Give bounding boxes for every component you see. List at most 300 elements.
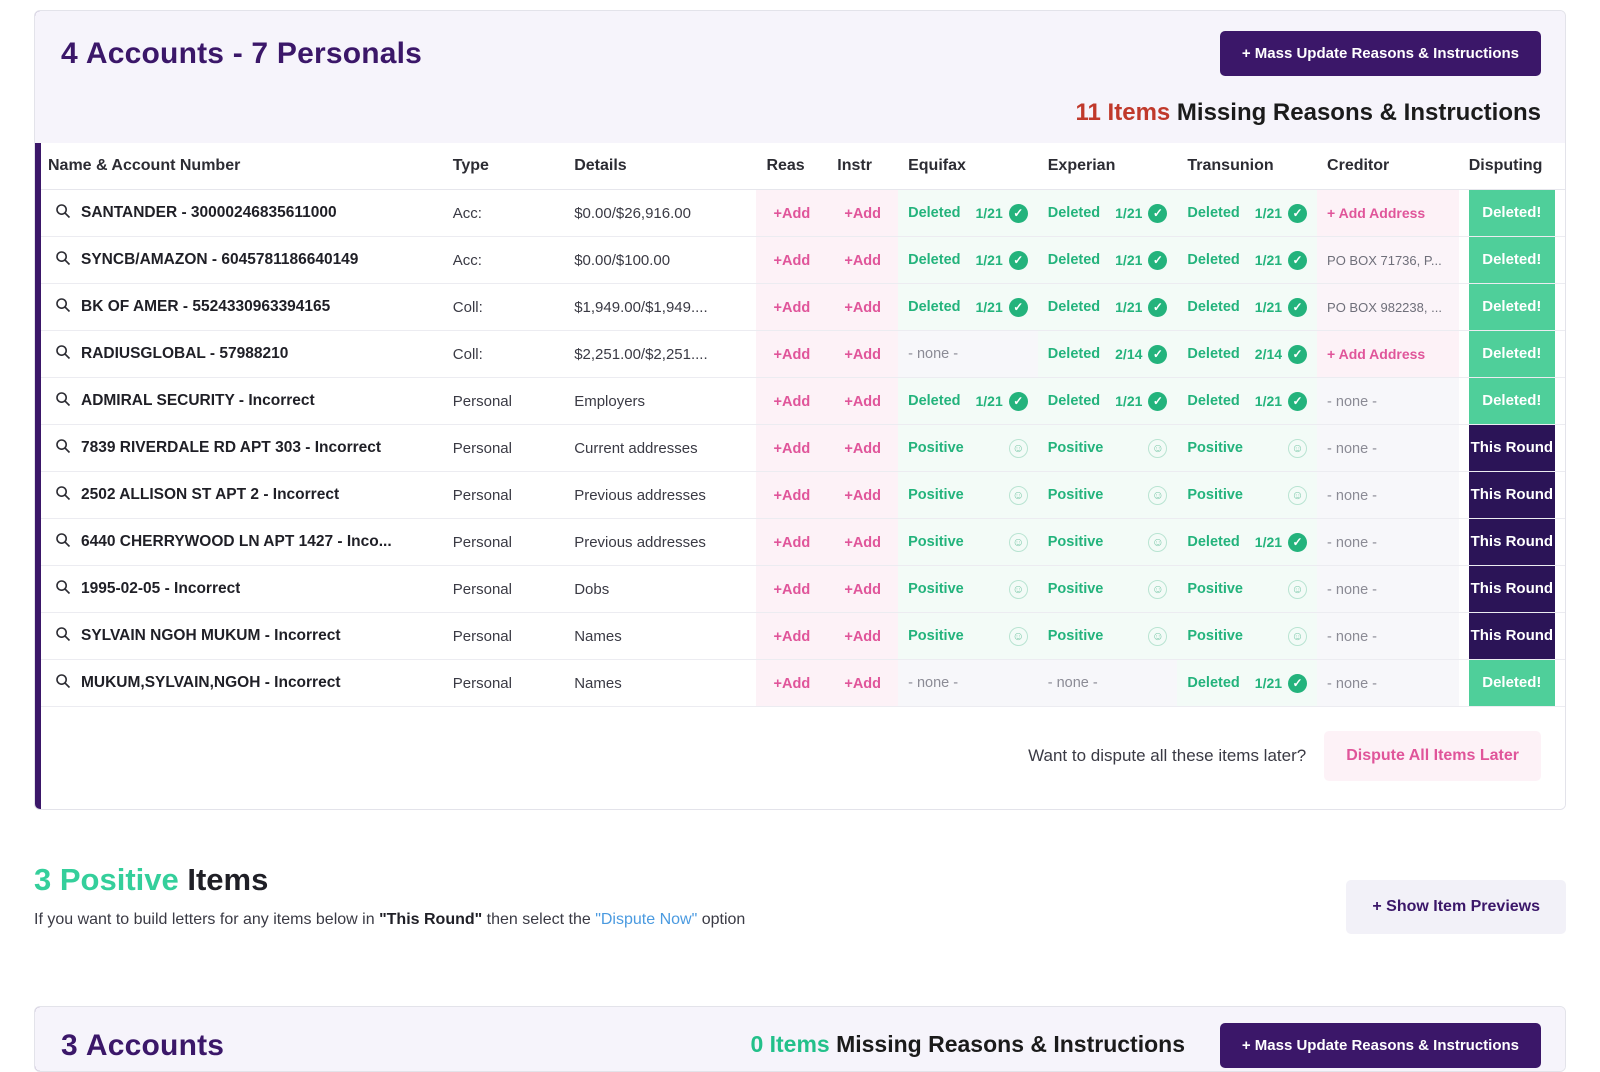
transunion-cell[interactable] <box>1177 472 1317 519</box>
add-instruction-cell[interactable] <box>827 284 898 331</box>
equifax-status: Positive <box>908 487 964 503</box>
experian-date: 2/14 <box>1115 346 1143 362</box>
disputing-cell[interactable] <box>1459 331 1565 378</box>
experian-date: 1/21 <box>1115 393 1143 409</box>
item-name-cell[interactable] <box>38 378 443 425</box>
col-header-instr: Instr <box>827 143 898 190</box>
table-header-row <box>38 143 1565 190</box>
item-type-cell <box>443 425 564 472</box>
positive-items-count: 3 Positive <box>34 862 179 897</box>
add-instruction-cell[interactable] <box>827 331 898 378</box>
item-type: Acc: <box>452 251 482 269</box>
add-reason-link[interactable]: +Add <box>773 393 811 410</box>
item-details-cell <box>564 566 756 613</box>
transunion-cell[interactable] <box>1177 331 1317 378</box>
add-instruction-cell[interactable] <box>827 660 898 707</box>
experian-cell[interactable] <box>1038 378 1178 425</box>
item-name: ADMIRAL SECURITY - Incorrect <box>81 392 315 409</box>
add-instruction-link[interactable]: +Add <box>844 252 882 269</box>
creditor-none-label: - none - <box>1327 440 1378 457</box>
positive-items-section <box>34 862 1566 972</box>
item-details-cell <box>564 425 756 472</box>
item-details-cell <box>564 284 756 331</box>
transunion-date: 1/21 <box>1254 299 1283 315</box>
creditor-cell[interactable] <box>1317 378 1459 425</box>
add-reason-cell[interactable] <box>756 331 827 378</box>
item-name: 6440 CHERRYWOOD LN APT 1427 - Inco... <box>81 533 392 550</box>
status-badge[interactable]: This Round <box>1469 519 1555 565</box>
table-row[interactable] <box>38 613 1565 660</box>
transunion-date: 1/21 <box>1254 393 1283 409</box>
table-row[interactable] <box>38 237 1565 284</box>
table-row[interactable] <box>38 566 1565 613</box>
col-header-transunion: Transunion <box>1177 143 1317 190</box>
equifax-cell[interactable] <box>898 566 1038 613</box>
col-header-experian: Experian <box>1038 143 1178 190</box>
item-details: Names <box>574 627 622 645</box>
transunion-cell[interactable] <box>1177 237 1317 284</box>
desc-part-2: then select the <box>482 911 596 928</box>
add-reason-link[interactable]: +Add <box>773 252 811 269</box>
item-name: SANTANDER - 30000246835611000 <box>81 204 337 221</box>
disputing-cell[interactable] <box>1459 190 1565 237</box>
smiley-icon: ☺ <box>1288 439 1307 458</box>
equifax-date: 1/21 <box>975 299 1003 315</box>
equifax-cell[interactable] <box>898 190 1038 237</box>
check-icon: ✓ <box>1009 392 1028 411</box>
transunion-cell[interactable] <box>1177 284 1317 331</box>
add-reason-cell[interactable] <box>756 660 827 707</box>
experian-cell[interactable] <box>1038 660 1178 707</box>
transunion-status: Deleted <box>1187 675 1240 691</box>
equifax-status: Deleted <box>908 299 961 315</box>
experian-date: 1/21 <box>1115 252 1143 268</box>
transunion-status: Deleted <box>1187 299 1240 315</box>
creditor-cell[interactable] <box>1317 190 1459 237</box>
add-instruction-link[interactable]: +Add <box>844 440 882 457</box>
smiley-icon: ☺ <box>1288 580 1307 599</box>
mass-update-reasons-button[interactable]: + Mass Update Reasons & Instructions <box>1220 31 1541 76</box>
transunion-status: Deleted <box>1187 346 1240 362</box>
item-type-cell <box>443 284 564 331</box>
item-type: Personal <box>452 674 512 692</box>
transunion-cell[interactable] <box>1177 660 1317 707</box>
equifax-cell[interactable] <box>898 237 1038 284</box>
item-details-cell <box>564 190 756 237</box>
experian-cell[interactable] <box>1038 519 1178 566</box>
add-instruction-cell[interactable] <box>827 190 898 237</box>
col-header-reas: Reas <box>756 143 827 190</box>
add-reason-cell[interactable] <box>756 425 827 472</box>
creditor-cell[interactable] <box>1317 425 1459 472</box>
transunion-status: Positive <box>1187 487 1243 503</box>
experian-date: 1/21 <box>1115 205 1143 221</box>
equifax-status: - none - <box>908 346 959 362</box>
smiley-icon: ☺ <box>1009 533 1028 552</box>
transunion-status: Positive <box>1187 581 1243 597</box>
col-header-details: Details <box>564 143 756 190</box>
check-icon: ✓ <box>1148 345 1167 364</box>
equifax-cell[interactable] <box>898 378 1038 425</box>
creditor-cell[interactable] <box>1317 566 1459 613</box>
creditor-cell[interactable] <box>1317 331 1459 378</box>
check-icon: ✓ <box>1288 298 1307 317</box>
search-icon <box>55 391 71 411</box>
col-header-equifax: Equifax <box>898 143 1038 190</box>
experian-status: Deleted <box>1047 299 1101 315</box>
item-type-cell <box>443 613 564 660</box>
experian-status: Positive <box>1047 628 1104 644</box>
item-name: MUKUM,SYLVAIN,NGOH - Incorrect <box>81 674 341 691</box>
item-details-cell <box>564 237 756 284</box>
check-icon: ✓ <box>1288 674 1307 693</box>
creditor-none-label: - none - <box>1327 393 1378 410</box>
item-name-cell[interactable] <box>38 660 443 707</box>
equifax-date: 1/21 <box>975 205 1003 221</box>
creditor-cell[interactable] <box>1317 237 1459 284</box>
col-header-disputing: Disputing <box>1459 143 1565 190</box>
item-name-cell[interactable] <box>38 472 443 519</box>
transunion-cell[interactable] <box>1177 425 1317 472</box>
accounts-personals-card <box>34 10 1566 810</box>
creditor-address: PO BOX 982238, ... <box>1327 299 1442 315</box>
item-name: 7839 RIVERDALE RD APT 303 - Incorrect <box>81 439 382 456</box>
equifax-cell[interactable] <box>898 660 1038 707</box>
card2-title-text: Accounts <box>85 1029 225 1062</box>
item-type: Personal <box>452 486 512 504</box>
disputing-cell[interactable] <box>1459 613 1565 660</box>
dispute-all-items-later-button[interactable]: Dispute All Items Later <box>1324 731 1541 781</box>
desc-this-round: "This Round" <box>379 911 483 928</box>
add-reason-cell[interactable] <box>756 519 827 566</box>
transunion-date: 1/21 <box>1254 534 1283 550</box>
equifax-status: - none - <box>908 675 959 691</box>
card2-missing-label: Missing Reasons & Instructions <box>836 1031 1185 1057</box>
disputing-cell[interactable] <box>1459 660 1565 707</box>
disputing-cell[interactable] <box>1459 566 1565 613</box>
item-details: $0.00/$100.00 <box>574 251 671 269</box>
experian-cell[interactable] <box>1038 190 1178 237</box>
equifax-cell[interactable] <box>898 331 1038 378</box>
disputing-cell[interactable] <box>1459 378 1565 425</box>
check-icon: ✓ <box>1288 204 1307 223</box>
add-reason-link[interactable]: +Add <box>773 346 811 363</box>
card2-mass-update-button[interactable]: + Mass Update Reasons & Instructions <box>1220 1023 1541 1068</box>
item-type-cell <box>443 237 564 284</box>
item-type: Personal <box>452 392 512 410</box>
transunion-cell[interactable] <box>1177 190 1317 237</box>
add-reason-cell[interactable] <box>756 378 827 425</box>
experian-status: - none - <box>1047 675 1098 691</box>
add-instruction-link[interactable]: +Add <box>844 534 882 551</box>
add-reason-link[interactable]: +Add <box>773 487 811 504</box>
item-details-cell <box>564 613 756 660</box>
check-icon: ✓ <box>1009 204 1028 223</box>
equifax-status: Positive <box>908 440 964 456</box>
item-details: $1,949.00/$1,949.... <box>574 298 708 316</box>
item-name-cell[interactable] <box>38 566 443 613</box>
missing-items-label: Missing Reasons & Instructions <box>1176 99 1541 126</box>
item-details: Previous addresses <box>574 533 706 551</box>
table-row[interactable] <box>38 425 1565 472</box>
search-icon <box>55 297 71 317</box>
check-icon: ✓ <box>1288 392 1307 411</box>
add-address-link[interactable]: + Add Address <box>1327 345 1426 362</box>
creditor-cell[interactable] <box>1317 284 1459 331</box>
experian-status: Positive <box>1047 581 1104 597</box>
table-row[interactable] <box>38 519 1565 566</box>
missing-reasons-summary <box>1076 99 1541 127</box>
item-details: Previous addresses <box>574 486 706 504</box>
creditor-address: PO BOX 71736, P... <box>1327 252 1442 268</box>
smiley-icon: ☺ <box>1288 486 1307 505</box>
add-reason-link[interactable]: +Add <box>773 440 811 457</box>
col-header-name: Name & Account Number <box>38 143 443 190</box>
search-icon <box>55 532 71 552</box>
add-reason-cell[interactable] <box>756 237 827 284</box>
table-row[interactable] <box>38 190 1565 237</box>
smiley-icon: ☺ <box>1148 486 1167 505</box>
table-row[interactable] <box>38 660 1565 707</box>
disputing-cell[interactable] <box>1459 472 1565 519</box>
search-icon <box>55 673 71 693</box>
disputing-cell[interactable] <box>1459 519 1565 566</box>
search-icon <box>55 626 71 646</box>
add-reason-cell[interactable] <box>756 284 827 331</box>
item-details-cell <box>564 378 756 425</box>
add-instruction-link[interactable]: +Add <box>844 487 882 504</box>
experian-cell[interactable] <box>1038 472 1178 519</box>
item-details-cell <box>564 472 756 519</box>
experian-status: Positive <box>1047 534 1104 550</box>
smiley-icon: ☺ <box>1009 486 1028 505</box>
experian-status: Deleted <box>1047 393 1101 409</box>
experian-status: Positive <box>1047 440 1104 456</box>
item-type-cell <box>443 660 564 707</box>
smiley-icon: ☺ <box>1009 627 1028 646</box>
experian-status: Deleted <box>1047 252 1101 268</box>
experian-cell[interactable] <box>1038 331 1178 378</box>
item-type: Personal <box>452 439 512 457</box>
positive-items-description <box>34 908 934 932</box>
status-badge[interactable]: Deleted! <box>1469 378 1555 424</box>
smiley-icon: ☺ <box>1288 627 1307 646</box>
add-reason-link[interactable]: +Add <box>773 534 811 551</box>
transunion-date: 1/21 <box>1254 205 1283 221</box>
search-icon <box>55 250 71 270</box>
desc-part-1: If you want to build letters for any items below in <box>34 911 380 928</box>
item-name-cell[interactable] <box>38 237 443 284</box>
equifax-cell[interactable] <box>898 284 1038 331</box>
transunion-status: Deleted <box>1187 393 1240 409</box>
item-details: $0.00/$26,916.00 <box>574 204 691 222</box>
add-instruction-link[interactable]: +Add <box>844 581 882 598</box>
status-badge[interactable]: Deleted! <box>1469 660 1555 706</box>
add-reason-cell[interactable] <box>756 190 827 237</box>
experian-cell[interactable] <box>1038 284 1178 331</box>
item-name-cell[interactable] <box>38 425 443 472</box>
item-details: $2,251.00/$2,251.... <box>574 345 708 363</box>
add-address-link[interactable]: + Add Address <box>1327 204 1426 221</box>
experian-cell[interactable] <box>1038 425 1178 472</box>
equifax-cell[interactable] <box>898 425 1038 472</box>
equifax-status: Deleted <box>908 205 961 221</box>
creditor-cell[interactable] <box>1317 519 1459 566</box>
card-footer <box>35 707 1565 809</box>
transunion-date: 1/21 <box>1254 252 1283 268</box>
col-header-type: Type <box>443 143 564 190</box>
add-instruction-link[interactable]: +Add <box>844 675 882 692</box>
item-name-cell[interactable] <box>38 613 443 660</box>
add-instruction-link[interactable]: +Add <box>844 299 882 316</box>
experian-date: 1/21 <box>1115 299 1143 315</box>
check-icon: ✓ <box>1148 392 1167 411</box>
status-badge[interactable]: Deleted! <box>1469 331 1555 377</box>
disputing-cell[interactable] <box>1459 237 1565 284</box>
status-badge[interactable]: Deleted! <box>1469 190 1555 236</box>
dispute-later-question: Want to dispute all these items later? <box>1028 746 1307 765</box>
add-instruction-link[interactable]: +Add <box>844 205 882 222</box>
card2-accounts-count: 3 <box>61 1029 78 1062</box>
smiley-icon: ☺ <box>1148 439 1167 458</box>
add-instruction-cell[interactable] <box>827 519 898 566</box>
items-table <box>35 143 1565 707</box>
add-instruction-cell[interactable] <box>827 237 898 284</box>
missing-items-count: 11 Items <box>1075 99 1171 126</box>
table-row[interactable] <box>38 331 1565 378</box>
add-instruction-cell[interactable] <box>827 378 898 425</box>
item-details-cell <box>564 519 756 566</box>
item-name: RADIUSGLOBAL - 57988210 <box>81 345 289 362</box>
experian-cell[interactable] <box>1038 566 1178 613</box>
status-badge[interactable]: Deleted! <box>1469 237 1555 283</box>
add-instruction-cell[interactable] <box>827 566 898 613</box>
status-badge[interactable]: This Round <box>1469 472 1555 518</box>
item-type: Personal <box>452 580 512 598</box>
transunion-status: Positive <box>1187 628 1243 644</box>
item-name-cell[interactable] <box>38 190 443 237</box>
creditor-none-label: - none - <box>1327 487 1378 504</box>
add-reason-link[interactable]: +Add <box>773 299 811 316</box>
add-reason-cell[interactable] <box>756 472 827 519</box>
add-reason-link[interactable]: +Add <box>773 205 811 222</box>
smiley-icon: ☺ <box>1009 439 1028 458</box>
table-row[interactable] <box>38 284 1565 331</box>
status-badge[interactable]: This Round <box>1469 566 1555 612</box>
experian-cell[interactable] <box>1038 613 1178 660</box>
equifax-cell[interactable] <box>898 519 1038 566</box>
search-icon <box>55 203 71 223</box>
add-instruction-link[interactable]: +Add <box>844 393 882 410</box>
item-type: Acc: <box>452 204 482 222</box>
item-name: BK OF AMER - 5524330963394165 <box>81 298 331 315</box>
add-instruction-link[interactable]: +Add <box>844 346 882 363</box>
transunion-date: 1/21 <box>1254 675 1283 691</box>
smiley-icon: ☺ <box>1148 533 1167 552</box>
transunion-cell[interactable] <box>1177 378 1317 425</box>
item-name-cell[interactable] <box>38 519 443 566</box>
smiley-icon: ☺ <box>1009 580 1028 599</box>
experian-status: Deleted <box>1047 205 1101 221</box>
transunion-status: Positive <box>1187 440 1243 456</box>
item-name-cell[interactable] <box>38 331 443 378</box>
experian-cell[interactable] <box>1038 237 1178 284</box>
table-row[interactable] <box>38 378 1565 425</box>
transunion-status: Deleted <box>1187 252 1240 268</box>
card-header <box>35 11 1565 143</box>
item-type-cell <box>443 566 564 613</box>
creditor-none-label: - none - <box>1327 534 1378 551</box>
item-type-cell <box>443 519 564 566</box>
experian-status: Positive <box>1047 487 1104 503</box>
creditor-none-label: - none - <box>1327 675 1378 692</box>
equifax-cell[interactable] <box>898 613 1038 660</box>
transunion-cell[interactable] <box>1177 566 1317 613</box>
add-instruction-cell[interactable] <box>827 613 898 660</box>
add-instruction-link[interactable]: +Add <box>844 628 882 645</box>
item-type: Coll: <box>452 298 483 316</box>
show-item-previews-button[interactable]: + Show Item Previews <box>1346 880 1566 934</box>
search-icon <box>55 579 71 599</box>
creditor-cell[interactable] <box>1317 472 1459 519</box>
add-instruction-cell[interactable] <box>827 472 898 519</box>
check-icon: ✓ <box>1288 251 1307 270</box>
check-icon: ✓ <box>1009 298 1028 317</box>
check-icon: ✓ <box>1288 533 1307 552</box>
item-name-cell[interactable] <box>38 284 443 331</box>
item-name: 1995-02-05 - Incorrect <box>81 580 241 597</box>
status-badge[interactable]: Deleted! <box>1469 284 1555 330</box>
disputing-cell[interactable] <box>1459 425 1565 472</box>
page-title-text: Accounts - 7 Personals <box>85 37 423 70</box>
items-table-body <box>38 190 1565 707</box>
positive-items-title <box>34 862 1566 898</box>
check-icon: ✓ <box>1148 298 1167 317</box>
item-type-cell <box>443 331 564 378</box>
search-icon <box>55 438 71 458</box>
add-reason-cell[interactable] <box>756 613 827 660</box>
creditor-none-label: - none - <box>1327 628 1378 645</box>
status-badge[interactable]: This Round <box>1469 425 1555 471</box>
transunion-cell[interactable] <box>1177 519 1317 566</box>
equifax-cell[interactable] <box>898 472 1038 519</box>
item-details-cell <box>564 660 756 707</box>
item-type: Coll: <box>452 345 483 363</box>
add-reason-link[interactable]: +Add <box>773 628 811 645</box>
disputing-cell[interactable] <box>1459 284 1565 331</box>
equifax-status: Positive <box>908 581 964 597</box>
add-reason-cell[interactable] <box>756 566 827 613</box>
table-row[interactable] <box>38 472 1565 519</box>
status-badge[interactable]: This Round <box>1469 613 1555 659</box>
transunion-cell[interactable] <box>1177 613 1317 660</box>
add-reason-link[interactable]: +Add <box>773 675 811 692</box>
item-name: 2502 ALLISON ST APT 2 - Incorrect <box>81 486 340 503</box>
accounts-card-2 <box>34 1006 1566 1072</box>
positive-items-title-rest: Items <box>187 862 269 897</box>
search-icon <box>55 485 71 505</box>
add-reason-link[interactable]: +Add <box>773 581 811 598</box>
creditor-cell[interactable] <box>1317 660 1459 707</box>
desc-dispute-now: "Dispute Now" <box>595 911 698 928</box>
creditor-cell[interactable] <box>1317 613 1459 660</box>
smiley-icon: ☺ <box>1148 627 1167 646</box>
add-instruction-cell[interactable] <box>827 425 898 472</box>
card2-missing-summary <box>750 1031 1185 1058</box>
equifax-status: Positive <box>908 534 964 550</box>
transunion-status: Deleted <box>1187 205 1240 221</box>
equifax-date: 1/21 <box>975 252 1003 268</box>
